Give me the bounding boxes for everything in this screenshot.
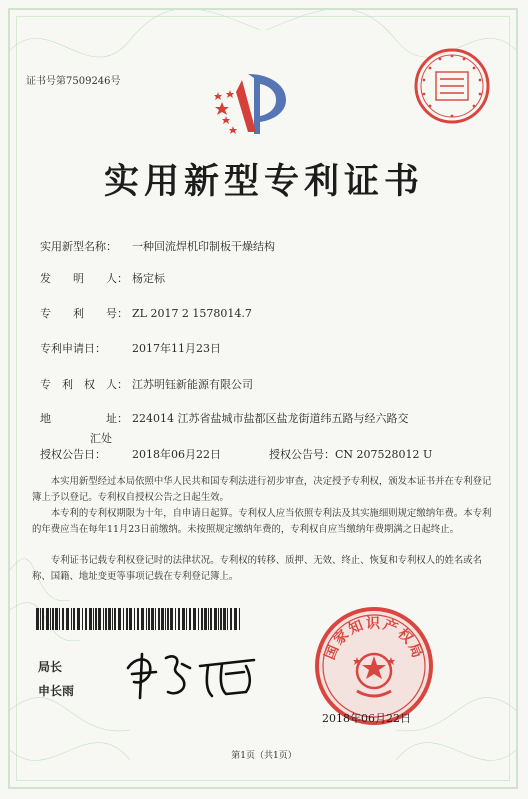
barcode-bar	[82, 608, 83, 630]
barcode-bar	[66, 608, 69, 630]
page-number: 第1页（共1页）	[231, 751, 297, 761]
barcode-bar	[46, 608, 49, 630]
barcode-bar	[155, 608, 156, 630]
field-value: 224014 江苏省盐城市盐都区盐龙街道纬五路与经六路交	[132, 412, 409, 425]
barcode-bar	[62, 608, 64, 630]
barcode-bar	[93, 608, 94, 630]
field-utility-model-name	[40, 238, 275, 254]
field-value: 2018年06月22日	[132, 448, 221, 461]
barcode-bar	[178, 608, 180, 630]
barcode-bar	[186, 608, 187, 630]
barcode-bar	[158, 608, 160, 630]
barcode-bar	[59, 608, 60, 630]
barcode-bar	[36, 608, 39, 630]
barcode-bar	[95, 608, 97, 630]
page-title: 实用新型专利证书	[103, 162, 424, 202]
field-label: 发 明 人：	[40, 272, 128, 285]
field-label: 专利申请日：	[40, 342, 106, 355]
field-label: 专 利 权 人：	[40, 378, 128, 391]
barcode-bar	[239, 608, 240, 630]
barcode-bar	[141, 608, 144, 630]
field-label: 授权公告日：	[40, 448, 106, 461]
barcode-bar	[112, 608, 113, 630]
barcode-bar	[77, 608, 80, 630]
barcode-bar	[218, 608, 219, 630]
barcode-bar	[182, 608, 185, 630]
director-name: 申长雨	[38, 684, 75, 698]
official-seal-national-ip-office	[313, 605, 435, 727]
barcode-bar	[137, 608, 139, 630]
barcode-bar	[105, 608, 107, 630]
barcode-bar	[108, 608, 111, 630]
field-label: 地 址：	[40, 412, 128, 425]
field-patentee	[40, 376, 253, 392]
barcode-bar	[40, 608, 41, 630]
barcode-bar	[198, 608, 199, 630]
field-address-line2: 汇处	[90, 432, 112, 445]
barcode-bar	[71, 608, 72, 630]
barcode-bar	[220, 608, 222, 630]
barcode-bar	[227, 608, 228, 630]
barcode-bar	[167, 608, 169, 630]
barcode-bar	[146, 608, 147, 630]
issue-date: 2018年06月22日	[322, 712, 411, 725]
barcode-bar	[89, 608, 92, 630]
barcode-bar	[123, 608, 124, 630]
barcode-bar	[134, 608, 135, 630]
barcode-bar	[230, 608, 232, 630]
barcode-bar	[193, 608, 196, 630]
svg-text:国家知识产权局: 国家知识产权局	[322, 616, 426, 663]
field-inventor	[40, 270, 165, 286]
field-patent-number	[40, 305, 252, 321]
field-label: 授权公告号：	[269, 448, 335, 461]
barcode-bar	[103, 608, 104, 630]
field-value: 杨定标	[132, 272, 165, 285]
barcode-bar	[126, 608, 128, 630]
field-value: 江苏明钰新能源有限公司	[132, 378, 253, 391]
barcode-bar	[148, 608, 150, 630]
barcode	[36, 608, 242, 630]
barcode-bar	[170, 608, 173, 630]
field-address	[40, 410, 409, 426]
barcode-bar	[208, 608, 209, 630]
barcode-bar	[114, 608, 116, 630]
barcode-bar	[129, 608, 132, 630]
certificate-number: 证书号第7509246号	[26, 76, 121, 87]
paragraph-term: 本专利的专利权期限为十年，自申请日起算。专利权人应当依照专利法及其实施细则规定缴纳年费。本专利的年费应当在每年11月23日前缴纳。未按照规定缴纳年费的，专利权自应当缴纳年费期满之日起终止。	[32, 508, 492, 535]
paragraph-grant: 本实用新型经过本局依照中华人民共和国专利法进行初步审查，决定授予专利权，颁发本证书并在专利登记簿上予以登记。专利权自授权公告之日起生效。	[32, 476, 492, 503]
barcode-bar	[73, 608, 75, 630]
field-value: ZL 2017 2 1578014.7	[132, 307, 252, 320]
director-title: 局长	[38, 660, 63, 674]
field-value: 2017年11月23日	[132, 342, 221, 355]
field-filing-date	[40, 340, 221, 356]
director-signature	[122, 644, 260, 704]
barcode-bar	[214, 608, 217, 630]
barcode-bar	[189, 608, 191, 630]
barcode-bar	[151, 608, 154, 630]
barcode-bar	[175, 608, 176, 630]
barcode-bar	[204, 608, 207, 630]
field-label: 实用新型名称：	[40, 240, 117, 253]
barcode-bar	[161, 608, 164, 630]
barcode-bar	[50, 608, 51, 630]
barcode-bar	[98, 608, 101, 630]
field-value: 一种回流焊机印制板干燥结构	[132, 240, 275, 253]
barcode-bar	[223, 608, 226, 630]
field-grant-date	[40, 446, 432, 462]
patent-office-logo-icon	[208, 68, 300, 138]
barcode-bar	[85, 608, 87, 630]
barcode-bar	[165, 608, 166, 630]
barcode-bar	[52, 608, 54, 630]
barcode-bar	[55, 608, 58, 630]
paragraph-register: 专利证书记载专利权登记时的法律状况。专利权的转移、质押、无效、终止、恢复和专利权人的姓名或名称、国籍、地址变更等事项记载在专利登记簿上。	[32, 555, 483, 582]
field-label: 专 利 号：	[40, 307, 128, 320]
barcode-bar	[118, 608, 121, 630]
barcode-bar	[201, 608, 203, 630]
barcode-bar	[210, 608, 212, 630]
barcode-bar	[42, 608, 44, 630]
field-value: CN 207528012 U	[335, 448, 433, 461]
official-seal-top	[412, 46, 492, 126]
barcode-bar	[234, 608, 237, 630]
